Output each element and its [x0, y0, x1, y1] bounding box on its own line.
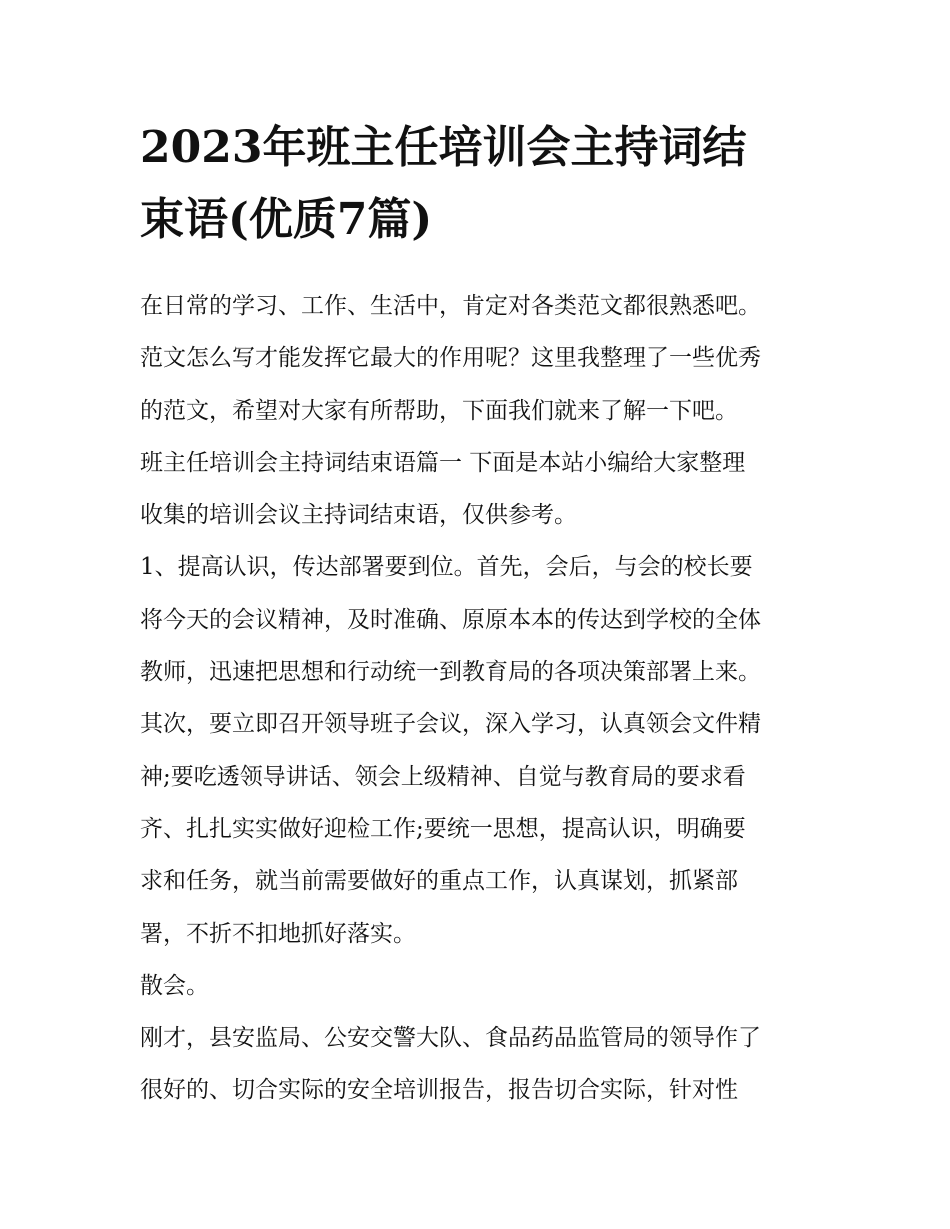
text-line: 散会。	[140, 972, 209, 999]
document-page	[140, 112, 820, 1117]
text-line: 的范文，希望对大家有所帮助，下面我们就来了解一下吧。	[140, 397, 738, 424]
text-line: 神;要吃透领导讲话、领会上级精神、自觉与教育局的要求看	[140, 763, 746, 790]
text-line: 收集的培训会议主持词结束语，仅供参考。	[140, 502, 577, 529]
document-title	[140, 112, 820, 256]
text-line: 班主任培训会主持词结束语篇一 下面是本站小编给大家整理	[140, 449, 746, 476]
text-line: 刚才，县安监局、公安交警大队、食品药品监管局的领导作了	[140, 1025, 761, 1052]
text-line: 很好的、切合实际的安全培训报告，报告切合实际，针对性	[140, 1077, 738, 1104]
title-line-2: 束语(优质7篇)	[140, 194, 433, 245]
text-line: 将今天的会议精神，及时准确、原原本本的传达到学校的全体	[140, 606, 761, 633]
text-line: 署，不折不扣地抓好落实。	[140, 920, 416, 947]
document-body	[140, 280, 820, 1117]
text-line: 范文怎么写才能发挥它最大的作用呢？这里我整理了一些优秀	[140, 345, 761, 372]
text-line: 求和任务，就当前需要做好的重点工作，认真谋划，抓紧部	[140, 868, 738, 895]
text-line: 1、提高认识，传达部署要到位。首先，会后，与会的校长要	[140, 554, 753, 581]
text-line: 教师，迅速把思想和行动统一到教育局的各项决策部署上来。	[140, 659, 761, 686]
text-line: 其次，要立即召开领导班子会议，深入学习，认真领会文件精	[140, 711, 761, 738]
title-line-1: 2023年班主任培训会主持词结	[140, 122, 747, 173]
text-line: 齐、扎扎实实做好迎检工作;要统一思想，提高认识，明确要	[140, 815, 746, 842]
text-line: 在日常的学习、工作、生活中，肯定对各类范文都很熟悉吧。	[140, 293, 761, 319]
